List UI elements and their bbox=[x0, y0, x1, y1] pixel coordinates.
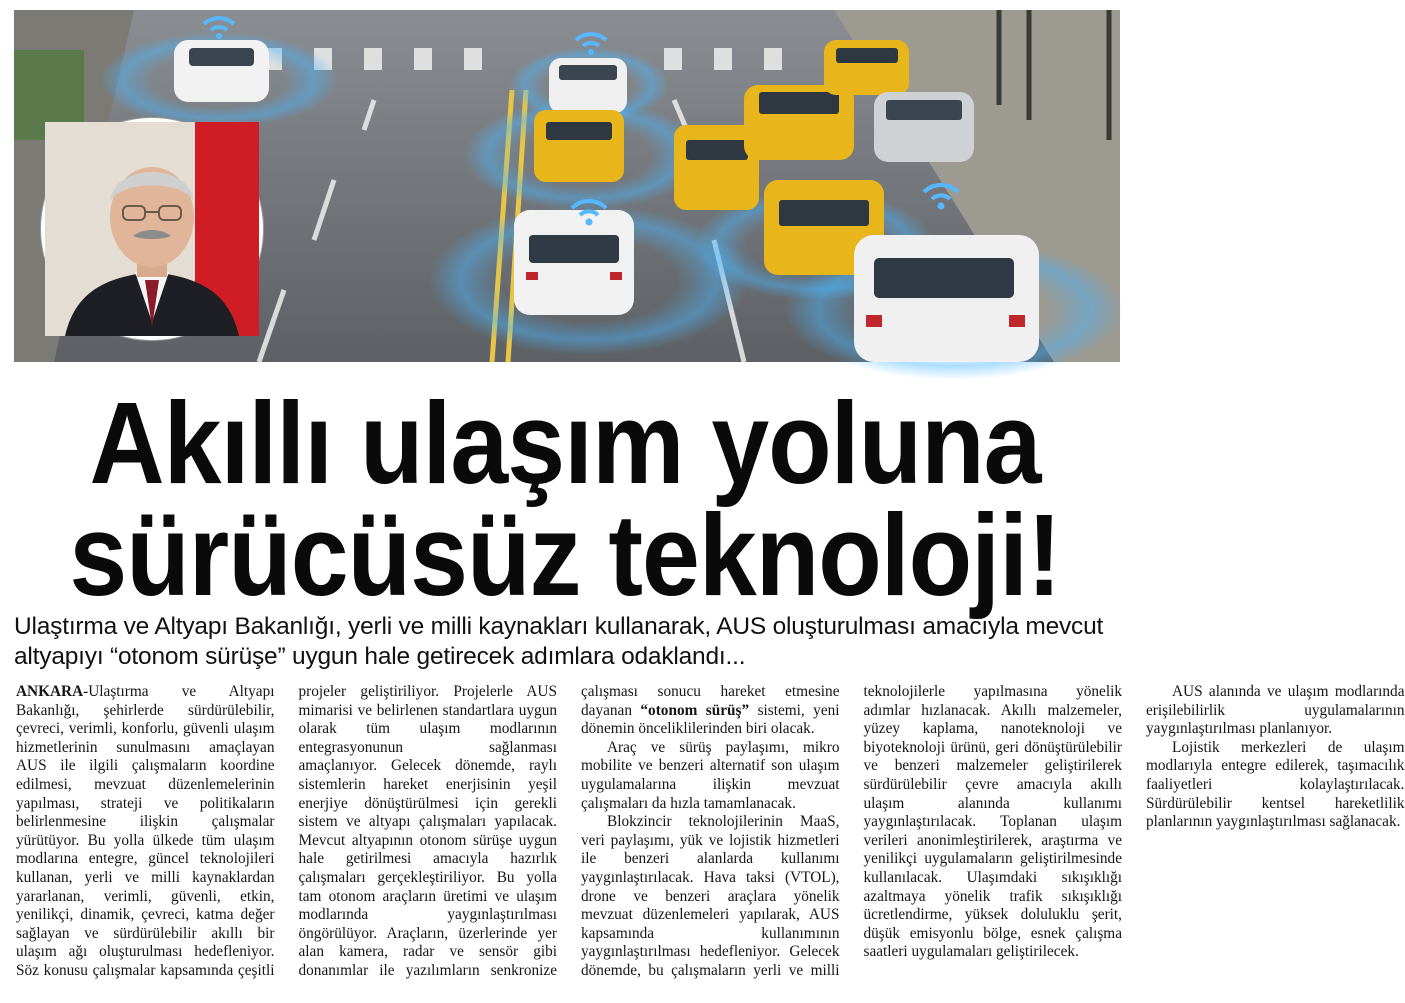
article-body bbox=[16, 683, 1405, 999]
headline bbox=[10, 379, 1120, 621]
article-paragraph-2: Araç ve sürüş paylaşımı, mikro mobilite ve benzeri alternatif son ulaşım uygulamalarına ilişkin mevzuat çalışmaları da hızla tamamlanacak. bbox=[581, 738, 840, 812]
article-emphasis: “otonom sürüş” bbox=[640, 701, 750, 719]
dateline: ANKARA bbox=[16, 683, 84, 700]
headline-line-1: Akıllı ulaşım yoluna bbox=[89, 379, 1041, 509]
portrait-illustration bbox=[45, 122, 259, 336]
minister-portrait bbox=[41, 118, 263, 340]
subheadline: Ulaştırma ve Altyapı Bakanlığı, yerli ve milli kaynakları kullanarak, AUS oluşturulması amacıyla mevcut altyapıyı “otonom sürüşe” uygun hale getirecek adımlara odaklandı... bbox=[14, 613, 1104, 670]
article-paragraph-4: AUS alanında ve ulaşım modlarında erişilebilirlik uygulamalarının yaygınlaştırılması planlanıyor. bbox=[1146, 683, 1405, 738]
car-white-left bbox=[174, 40, 269, 102]
article-paragraph-3: Blokzincir teknolojilerinin MaaS, veri paylaşımı, yük ve lojistik hizmetleri ile benzeri alanlarda kullanımı yaygınlaştırılacak. Hava taksi (VTOL), drone ve benzeri araçlara yönelik mevzuat düzenlemeleri yapılarak, AUS kapsamında kullanımının yaygınlaştırılması hedefleniyor. Gelecek dönemde, bu çalışmaların yerli ve milli teknolojilerle yapılmasına yönelik adımlar hızlanacak. Akıllı malzemeler, yüzey kaplama, nanoteknoloji ve biyoteknoloji ürünü, geri dönüştürülebilir ve benzeri malzemeler geliştirilerek sürdürülebilir çevre amacıyla akıllı ulaşım alanında kullanımı yaygınlaştırılacak. Toplanan ulaşım verileri anonimleştirilerek, araştırma ve yenilikçi uygulamaların geliştirilmesinde kullanılacak. Ulaşımdaki sıkışıklığı azaltmaya yönelik trafik sıkışıklığı ücretlendirme, yüksek doluluklu şerit, düşük emisyonlu bölge, esnek çalışma saatleri uygulamaları geliştirilecek. bbox=[581, 683, 1122, 979]
article-paragraph-1-end: sistemi, yeni dönemin önceliklilerinden biri olacak. bbox=[581, 701, 840, 738]
article-paragraph-5: Lojistik merkezleri de ulaşım modlarıyla entegre edilerek, taşımacılık faaliyetleri kolaylaştırılacak. Sürdürülebilir kentsel hareketlilik planlarının yaygınlaştırılması sağlanacak. bbox=[1146, 738, 1405, 831]
article-paragraph-1-text: -Ulaştırma ve Altyapı Bakanlığı, şehirlerde sürdürülebilir, çevreci, verimli, konforlu, güvenli ulaşım hizmetlerinin sunulmasını amaçlayan AUS ile ilgili çalışmaların koordine edilmesi, mevzuat düzenlemelerinin yapılması, strateji ve politikaların belirlenmesine ilişkin çalışmalar yürütüyor. Bu yolla ülkede tüm ulaşım modlarına entegre, güncel teknolojileri kullanan, yerli ve milli kaynaklardan yararlanan, verimli, güvenli, etkin, yenilikçi, dinamik, çevreci, katma değer sağlayan ve sürdürülebilir akıllı bir ulaşım ağı oluşturulması hedefleniyor. Söz konusu çalışmalar kapsamında çeşitli projeler geliştiriliyor. Projelerle AUS mimarisi ve belirlenen standartlara uygun olarak tüm ulaşım modlarının entegrasyonunun sağlanması amaçlanıyor. Gelecek dönemde, raylı sistemlerin hareket enerjisinin yeşil enerjiye dönüştürülmesi için gerekli sistem ve altyapı çalışmaları yapılacak. Mevcut altyapının otonom sürüşe uygun hale getirilmesi amacıyla hazırlık çalışmaları gerçekleştiriliyor. Bu yolla tam otonom araçların üretimi ve ulaşım modlarında yaygınlaştırılması öngörülüyor. Araçların, üzerlerinde yer alan kamera, radar ve sensör gibi donanımlar ile yazılımların senkronize çalışması sonucu hareket etmesine dayanan bbox=[16, 683, 840, 979]
headline-line-2: sürücüsüz teknoloji! bbox=[69, 491, 1061, 621]
